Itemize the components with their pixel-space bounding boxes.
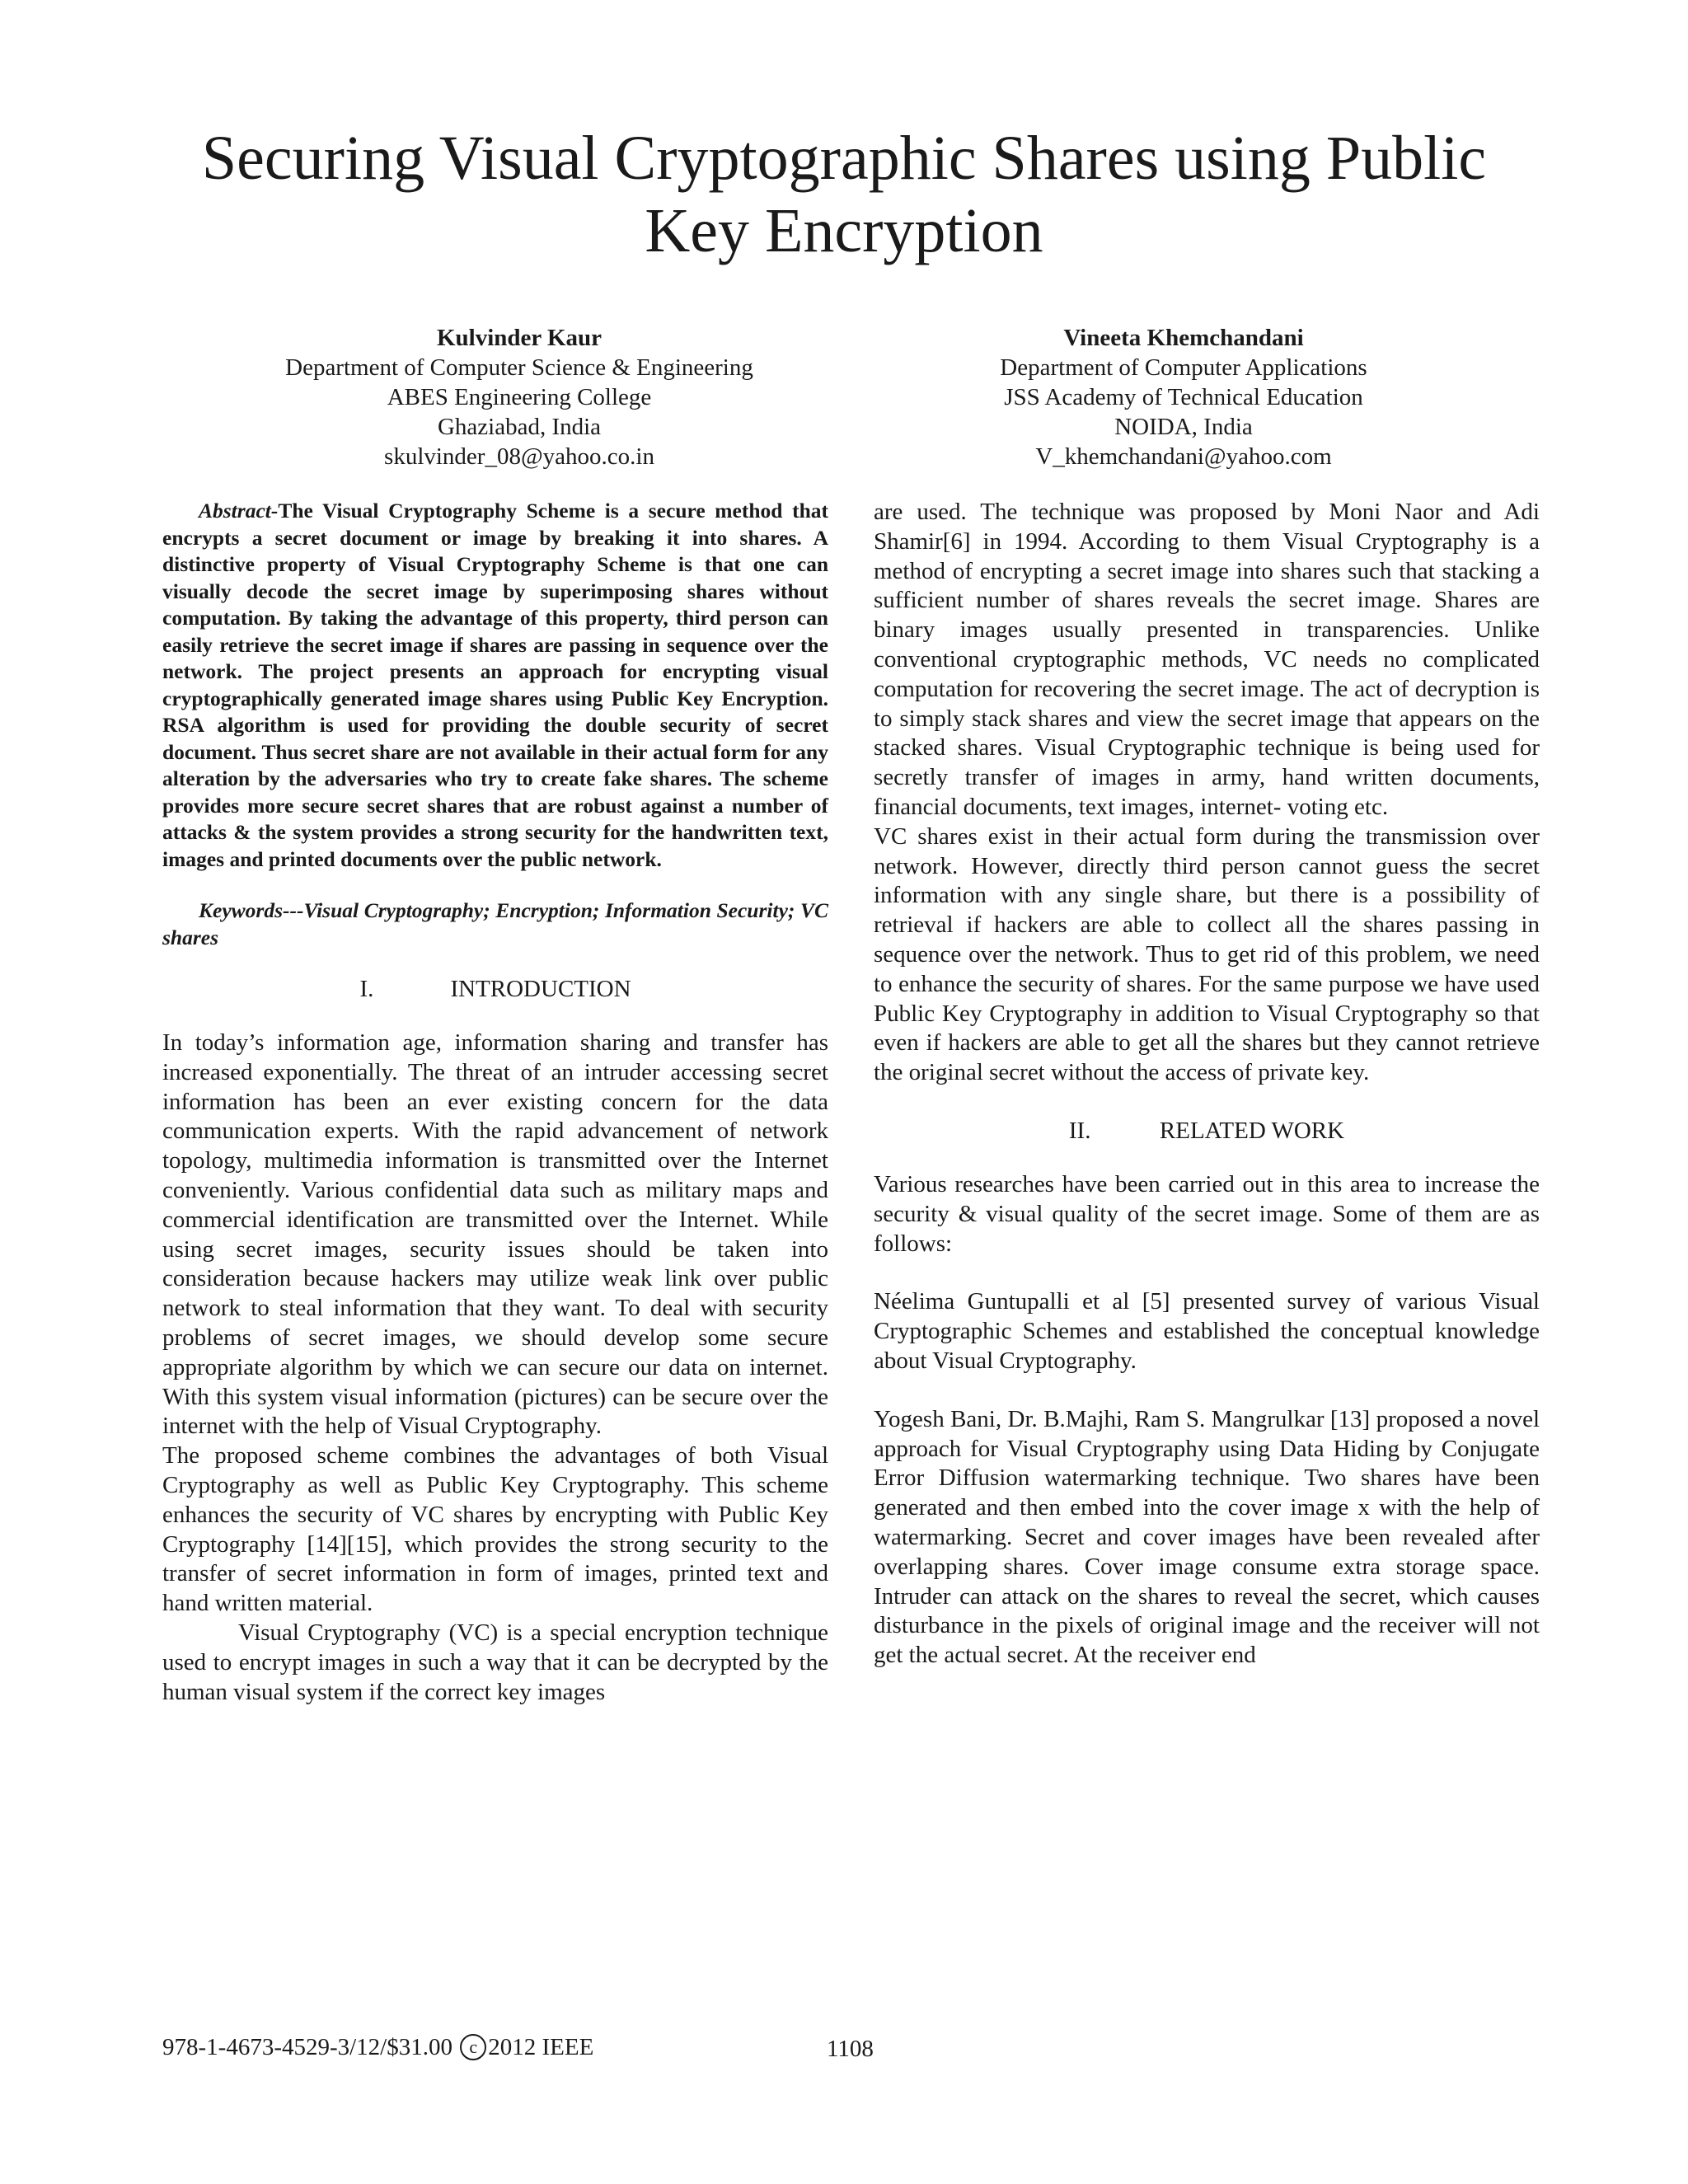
footer-isbn: 978-1-4673-4529-3/12/$31.00 <box>162 2034 452 2060</box>
paragraph: Néelima Guntupalli et al [5] presented survey of various Visual Cryptographic Schemes and established the conceptual knowledge about Visual Cryptography. <box>874 1288 1540 1374</box>
title-line-1: Securing Visual Cryptographic Shares using Public <box>201 124 1487 193</box>
section-heading-related-work <box>874 1116 1540 1146</box>
paragraph: VC shares exist in their actual form during the transmission over network. However, directly third person cannot guess the secret information with any single share, but there is a possibility of retrieval if hackers are able to collect all the shares passing in sequence over the network. Thus to get rid of this problem, we need to enhance the security of shares. For the same purpose we have used Public Key Cryptography in addition to Visual Cryptography so that even if hackers are able to get all the shares but they cannot retrieve the original secret without the access of private key. <box>874 823 1540 1086</box>
section-number: I. <box>359 976 374 1002</box>
page-number: 1108 <box>827 2036 874 2062</box>
keywords-lead: Keywords--- <box>199 898 304 922</box>
abstract-text: The Visual Cryptography Scheme is a secure method that encrypts a secret document or image by breaking it into shares. A distinctive property of Visual Cryptography Scheme is that one can visually decode the secret image by superimposing shares without computation. By taking the advantage of this property, third person can easily retrieve the secret image if shares are passing in sequence over the network. The project presents an approach for encrypting visual cryptographically generated image shares using Public Key Encryption. RSA algorithm is used for providing the double security of secret document. Thus secret share are not available in their actual form for any alteration by the adversaries who try to create fake shares. The scheme provides more secure secret shares that are robust against a number of attacks & the system provides a strong security for the handwritten text, images and printed documents over the public network. <box>162 499 828 871</box>
abstract <box>162 498 828 873</box>
author-organization: JSS Academy of Technical Education <box>1004 384 1363 410</box>
footer-year-org: 2012 IEEE <box>488 2034 594 2060</box>
author-block-1 <box>206 323 832 471</box>
section-number: II. <box>1068 1117 1091 1144</box>
title-line-2: Key Encryption <box>645 196 1043 265</box>
paragraph: Various researches have been carried out in this area to increase the security & visual quality of the secret image. Some of them are as follows: <box>874 1170 1540 1257</box>
left-column <box>162 498 828 1707</box>
author-location: Ghaziabad, India <box>437 414 602 440</box>
paragraph: Visual Cryptography (VC) is a special encryption technique used to encrypt images in such a way that it can be decrypted by the human visual system if the correct key images <box>162 1619 828 1705</box>
author-name: Vineeta Khemchandani <box>1063 325 1304 351</box>
keywords-text: Visual Cryptography; Encryption; Information Security; VC shares <box>162 898 828 949</box>
section-title: INTRODUCTION <box>450 976 631 1002</box>
paper-title <box>157 122 1531 267</box>
paragraph: are used. The technique was proposed by Moni Naor and Adi Shamir[6] in 1994. According to them Visual Cryptography is a method of encrypting a secret image into shares such that stacking a sufficient number of shares reveals the secret image. Shares are binary images usually presented in transparencies. Unlike conventional cryptographic methods, VC needs no complicated computation for recovering the secret image. The act of decryption is to simply stack shares and view the secret image that appears on the stacked shares. Visual Cryptographic technique is being used for secretly transfer of images in army, hand written documents, financial documents, text images, internet- voting etc. <box>874 499 1540 820</box>
keywords <box>162 898 828 951</box>
copyright-icon: c <box>460 2034 486 2060</box>
author-department: Department of Computer Science & Engineering <box>285 354 753 381</box>
abstract-lead: Abstract- <box>199 499 279 523</box>
paragraph: Yogesh Bani, Dr. B.Majhi, Ram S. Mangrulkar [13] proposed a novel approach for Visual Cryptography using Data Hiding by Conjugate Error Diffusion watermarking technique. Two shares have been generated and then embed into the cover image x with the help of watermarking. Secret and cover images have been revealed after overlapping shares. Cover image consume extra storage space. Intruder can attack on the shares to reveal the secret, which causes disturbance in the pixels of original image and the receiver will not get the actual secret. At the receiver end <box>874 1405 1540 1669</box>
footer-copyright <box>162 2034 593 2061</box>
paragraph: In today’s information age, information sharing and transfer has increased exponentially. The threat of an intruder accessing secret information has been an ever existing concern for the data communication experts. With the rapid advancement of network topology, multimedia information is transmitted over the Internet conveniently. Various confidential data such as military maps and commercial identification are transmitted over the Internet. While using secret images, security issues should be taken into consideration because hackers may utilize weak link over public network to steal information that they want. To deal with security problems of secret images, we should develop some secure appropriate algorithm by which we can secure our data on internet. With this system visual information (pictures) can be secure over the internet with the help of Visual Cryptography. <box>162 1029 828 1440</box>
author-organization: ABES Engineering College <box>387 384 652 410</box>
section-title: RELATED WORK <box>1159 1117 1345 1144</box>
author-email: skulvinder_08@yahoo.co.in <box>384 443 654 470</box>
section-heading-introduction <box>162 974 828 1004</box>
author-block-2 <box>870 323 1497 471</box>
author-department: Department of Computer Applications <box>1000 354 1367 381</box>
right-column <box>874 498 1540 1671</box>
paragraph: The proposed scheme combines the advantages of both Visual Cryptography as well as Public Key Cryptography. This scheme enhances the security of VC shares by encrypting with Public Key Cryptography [14][15], which provides the strong security to the transfer of secret information in form of images, printed text and hand written material. <box>162 1442 828 1617</box>
author-email: V_khemchandani@yahoo.com <box>1035 443 1332 470</box>
author-name: Kulvinder Kaur <box>436 325 603 351</box>
author-location: NOIDA, India <box>1114 414 1253 440</box>
